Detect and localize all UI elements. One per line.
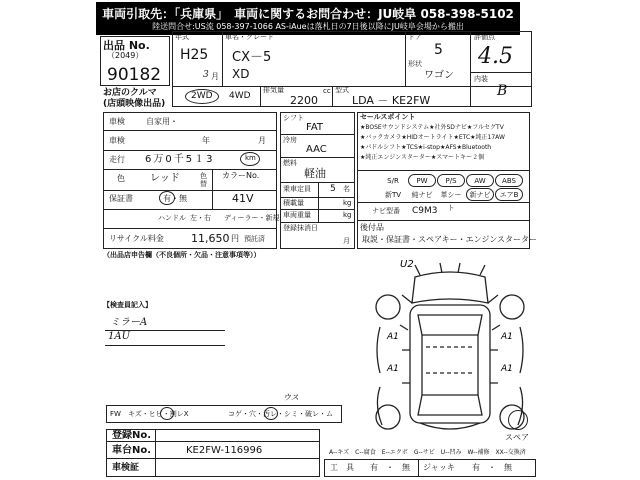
- jack-options: 有 ・ 無: [472, 463, 512, 472]
- displacement-label: 排気量: [263, 86, 284, 94]
- door-count: 5: [434, 42, 443, 58]
- body-shape: ワゴン: [424, 70, 454, 81]
- store-car-note: お店のクルマ: [103, 88, 157, 98]
- capacity-unit: 名: [343, 185, 350, 193]
- selling-points-title: セールスポイント: [360, 113, 416, 121]
- accessories-text: 取説・保証書・スペアキー・エンジンスターター: [362, 235, 538, 244]
- mileage-label: 走行: [109, 155, 125, 164]
- color-change-label: 色替: [200, 172, 207, 188]
- option-sr: S/R: [387, 177, 399, 185]
- shift-value: FAT: [306, 122, 324, 133]
- weight-label: 車両重量: [283, 211, 311, 219]
- inspection-month-unit: 月: [258, 136, 266, 145]
- car-name-label: 車名・グレード: [225, 33, 274, 41]
- capacity-label: 乗車定員: [283, 185, 311, 193]
- recycle-label: リサイクル料金: [109, 234, 164, 243]
- ac-value: AAC: [306, 144, 327, 155]
- model-year: H25: [180, 47, 209, 63]
- option-abs: ABS: [495, 174, 523, 187]
- weight-unit: kg: [343, 211, 352, 219]
- fuel-label: 燃料: [283, 159, 297, 167]
- damage-mark-a1-right-front: A1: [501, 332, 513, 342]
- fuel-value: 軽油: [304, 167, 326, 180]
- jack-label: ジャッキ: [423, 463, 455, 472]
- inspector-note-2: 1AU: [108, 331, 131, 342]
- damage-mark-a1-left-rear: A1: [387, 364, 399, 374]
- color-no: 41V: [232, 192, 254, 205]
- drive-4wd: 4WD: [229, 91, 251, 101]
- recycle-unit: 円: [231, 234, 239, 243]
- lot-number-box: [100, 36, 170, 86]
- header-shipping-line: 陸送問合せ:US流 058-397-1066 AS-iAueは落札日の7日後以降にJU岐阜会場から搬出: [152, 22, 464, 31]
- displacement-unit: cc: [323, 87, 331, 95]
- navi-model-label: ナビ型番: [372, 207, 400, 215]
- type-label: 型式: [335, 86, 349, 94]
- color-label: 色: [117, 174, 125, 183]
- chassis-label: 車台No.: [112, 445, 152, 456]
- reg-no-label: 登録No.: [112, 430, 152, 441]
- load-label: 積載量: [283, 199, 304, 207]
- model-type: LDA － KE2FW: [352, 94, 431, 107]
- lot-label: 出品 No.: [103, 39, 150, 52]
- fw-handwritten-mark: ウス: [283, 393, 299, 402]
- header-contact-line: 車両引取先：「兵庫県」 車両に関するお問合わせ：JU岐阜 058-398-5102: [102, 7, 514, 21]
- damage-mark-a1-right-rear: A1: [501, 364, 513, 374]
- reg-type: 自家用・: [146, 117, 178, 126]
- door-label: ドア: [408, 33, 422, 41]
- shape-label: 形状: [408, 60, 422, 68]
- grade: XD: [232, 67, 250, 81]
- navi-model: C9M3: [412, 206, 438, 216]
- damage-legend: A--キズ C--腐食 E--エクボ G--サビ U--凹み W--補修 XX--交換済: [329, 449, 526, 456]
- capacity-value: 5: [330, 184, 336, 194]
- recycle-note: 預託済: [244, 235, 265, 243]
- year-label: 年式: [175, 33, 189, 41]
- mileage-unit: km: [245, 154, 256, 162]
- interior-label: 内装: [474, 75, 488, 83]
- color-value: レッド: [150, 173, 180, 184]
- option-ps: P/S: [437, 174, 465, 187]
- handle-options: 左・右: [190, 214, 211, 222]
- option-new-tv: 新TV: [384, 191, 402, 199]
- car-name: CX－5: [232, 50, 272, 65]
- inspector-note-1: ミラーA: [110, 317, 148, 328]
- deadline-unit: 月: [343, 237, 350, 245]
- drive-2wd: 2WD: [191, 91, 213, 101]
- selling-point-line-2: ★バックカメラ★HIDオートライト★ETC★純正17AW: [360, 134, 505, 141]
- ac-label: 冷房: [283, 136, 297, 144]
- option-new-navi: 新ナビ: [466, 188, 494, 201]
- option-oem-navi: 純ナビ: [411, 191, 433, 199]
- handle-label: ハンドル: [158, 214, 186, 222]
- recycle-amount: 11,650: [191, 232, 230, 245]
- shift-label: シフト: [283, 114, 304, 122]
- damage-mark-a1-left-front: A1: [387, 332, 399, 342]
- accessories-label: 後付品: [360, 223, 384, 232]
- score-label: 評価点: [474, 33, 495, 41]
- reg-label: 車検: [109, 117, 125, 126]
- option-airbag: エアB: [495, 188, 523, 201]
- inspection-label: 車検: [109, 136, 125, 145]
- tools-label: 工 具: [330, 463, 354, 472]
- load-unit: kg: [343, 199, 352, 207]
- fw-damage-labels: FW キズ・ヒビ・割レX: [110, 410, 196, 418]
- seller-notes-header: （出品店申告欄（不良個所・欠品・注意事項等））: [103, 251, 261, 259]
- damage-mark-u2: U2: [400, 259, 414, 270]
- inspector-title: 【検査員記入】: [103, 301, 152, 309]
- spare-label: スペア: [505, 433, 529, 442]
- mileage-value: 6万0千5１3: [145, 154, 215, 165]
- fw-damage-labels-2: コゲ・穴・汚レ・シミ・破レ・ム: [228, 410, 333, 418]
- legal-doc-label: 車検証: [112, 463, 140, 473]
- lot-number: 90182: [107, 65, 162, 85]
- evaluation-score: 4.5: [478, 44, 513, 69]
- option-leather: 革シート: [440, 191, 462, 212]
- spare-tire-icon: [508, 410, 528, 430]
- selling-point-line-1: ★BOSEサウンドシステム★社外SDナビ★フルセグTV: [360, 124, 504, 131]
- selling-point-line-3: ★パドルシフト★TCS★i-stop★AFS★Bluetooth: [360, 144, 492, 151]
- option-aw: AW: [466, 174, 494, 187]
- store-video-note: (店頭映像出品): [103, 99, 166, 109]
- interior-grade: B: [497, 83, 508, 99]
- model-month: 3: [203, 70, 209, 80]
- option-pw: PW: [408, 174, 436, 187]
- warranty-label: 保証書: [109, 194, 133, 203]
- inspection-year-unit: 年: [202, 136, 210, 145]
- lot-sub-number: （2049）: [107, 51, 144, 60]
- displacement: 2200: [290, 94, 318, 107]
- warranty-options: 有・無: [163, 194, 187, 203]
- selling-point-line-4: ★純正エンジンスターター★スマートキー２個: [360, 154, 485, 161]
- dealer-label: ディーラー・新規: [224, 214, 280, 222]
- month-unit: 月: [211, 72, 219, 81]
- deadline-label: 登録抹消日: [283, 224, 318, 232]
- tools-options: 有 ・ 無: [370, 463, 410, 472]
- chassis-number: KE2FW-116996: [186, 445, 263, 456]
- color-no-label: カラーNo.: [222, 171, 260, 180]
